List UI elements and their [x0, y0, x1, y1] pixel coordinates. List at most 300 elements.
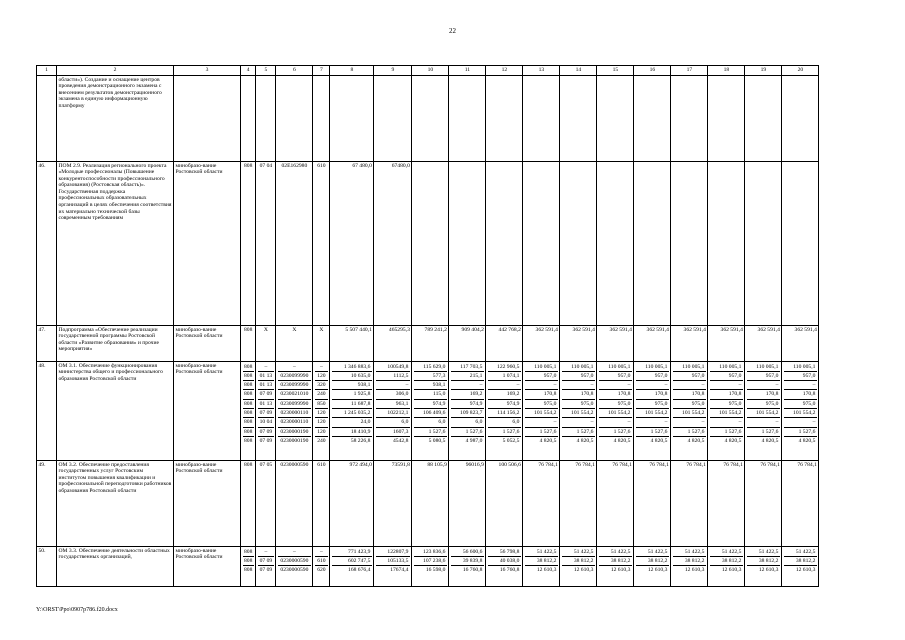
value-line: 38 812,2 [525, 556, 558, 565]
value-line: 808 [244, 363, 253, 370]
value-cell: 362 591,4 [560, 326, 597, 362]
value-line: 808 [244, 567, 253, 574]
value-line: 11 687,8 [332, 399, 372, 408]
value-line: – [784, 380, 817, 389]
value-line: 957,0 [525, 371, 558, 380]
value-cell [276, 76, 313, 162]
value-line: 39 839,8 [451, 556, 484, 565]
value-line: 6,0 [414, 417, 447, 426]
value-cell: 07 05 [256, 461, 276, 547]
value-cell [241, 547, 256, 587]
value-cell [374, 76, 412, 162]
value-line: 6,0 [376, 417, 410, 426]
value-line: 808 [244, 372, 253, 379]
value-cell [276, 362, 313, 461]
value-line: – [747, 380, 780, 389]
executor: минобразо-вание Ростовской области [174, 162, 241, 326]
value-line: – [525, 417, 558, 426]
value-cell [256, 76, 276, 162]
value-line: 957,0 [599, 371, 632, 380]
value-cell: 67 480,0 [330, 162, 374, 326]
value-cell [486, 162, 523, 326]
value-line: 169,2 [451, 389, 484, 398]
value-line: 974,9 [451, 399, 484, 408]
value-line: 120 [315, 408, 328, 417]
value-line: 102212,1 [376, 408, 410, 417]
value-cell [486, 547, 523, 587]
value-line: 170,8 [562, 389, 595, 398]
value-line: 110 005,1 [534, 363, 557, 370]
value-cell [634, 76, 671, 162]
value-line: – [599, 380, 632, 389]
value-line: – [319, 363, 323, 370]
value-line: 4 820,5 [599, 436, 632, 445]
value-line: 110 005,1 [608, 363, 631, 370]
value-line: 938,1 [332, 380, 372, 389]
value-line: 170,8 [673, 389, 706, 398]
value-cell [449, 547, 486, 587]
value-cell: Х [313, 326, 330, 362]
value-cell [671, 362, 708, 461]
value-cell: 76 784,1 [671, 461, 708, 547]
value-cell: 610 [313, 162, 330, 326]
value-line: – [747, 417, 780, 426]
value-cell: 362 591,4 [745, 326, 782, 362]
value-line: 240 [315, 389, 328, 398]
value-cell [560, 76, 597, 162]
value-cell: 442 768,2 [486, 326, 523, 362]
value-line: 1112,5 [376, 371, 410, 380]
value-line: 602 747,5 [332, 556, 372, 565]
value-line: 38 812,2 [599, 556, 632, 565]
value-cell: 100 506,6 [486, 461, 523, 547]
value-line: 12 610,3 [673, 565, 706, 574]
value-line: 12 610,3 [525, 565, 558, 574]
value-line: – [710, 380, 743, 389]
value-line: 105133,5 [376, 556, 410, 565]
file-path-footer: Y:\ORST\Ppo\0907p786.f20.docx [36, 607, 118, 613]
value-line: 100549,8 [387, 363, 409, 370]
value-line: 1 925,8 [332, 389, 372, 398]
value-line: 215,1 [451, 371, 484, 380]
value-cell: 909 404,2 [449, 326, 486, 362]
value-cell [486, 362, 523, 461]
value-line: 974,9 [414, 399, 447, 408]
value-line: 975,0 [710, 399, 743, 408]
measure-name: ОМ 3.3. Обеспечение деятельности областных государственных организаций, [57, 547, 174, 587]
value-line: 975,0 [673, 399, 706, 408]
value-line: 1 346 883,6 [343, 363, 371, 370]
value-cell [374, 547, 412, 587]
value-cell: 610 [313, 461, 330, 547]
value-line: 107 238,6 [414, 556, 447, 565]
column-number: 4 [241, 66, 256, 76]
value-cell [745, 76, 782, 162]
value-cell: 02Е162980 [276, 162, 313, 326]
value-cell [523, 76, 560, 162]
value-cell [256, 547, 276, 587]
value-cell: 76 784,1 [523, 461, 560, 547]
value-line: 01 13 [259, 382, 273, 389]
value-line: 808 [244, 419, 253, 426]
value-line: 56 798,8 [499, 548, 520, 555]
executor: минобразо-вание Ростовской области [174, 547, 241, 587]
value-line: – [292, 363, 296, 370]
value-line: 320 [315, 380, 328, 389]
value-cell [560, 362, 597, 461]
value-cell: 972 494,0 [330, 461, 374, 547]
value-cell [374, 362, 412, 461]
value-line: 1 527,6 [488, 427, 521, 436]
value-cell: Х [276, 326, 313, 362]
value-line: 1 527,6 [673, 427, 706, 436]
column-number: 9 [374, 66, 412, 76]
value-cell [745, 362, 782, 461]
value-line: – [562, 380, 595, 389]
value-cell [782, 162, 819, 326]
value-line: 1 527,6 [784, 427, 817, 436]
value-cell: 88 105,9 [412, 461, 449, 547]
value-line: 170,8 [525, 389, 558, 398]
value-cell [523, 547, 560, 587]
value-line: 963,1 [376, 399, 410, 408]
value-line: 110 005,1 [682, 363, 705, 370]
value-line: 24,0 [332, 417, 372, 426]
value-cell [782, 547, 819, 587]
row-number: 49. [37, 461, 57, 547]
value-line: 10 635,0 [332, 371, 372, 380]
value-line: 974,9 [488, 399, 521, 408]
value-cell [412, 547, 449, 587]
value-cell [708, 76, 745, 162]
value-line: – [488, 380, 521, 389]
value-line: 957,0 [673, 371, 706, 380]
value-line: – [673, 380, 706, 389]
value-cell: 67480,0 [374, 162, 412, 326]
value-cell [449, 362, 486, 461]
executor: минобразо-вание Ростовской области [174, 362, 241, 461]
value-line: 5 080,5 [414, 436, 447, 445]
column-number-row [37, 66, 819, 76]
value-line: 1 074,1 [488, 371, 521, 380]
value-line: 808 [244, 391, 253, 398]
value-cell [671, 162, 708, 326]
value-line: 114 156,2 [488, 408, 521, 417]
value-line: 101 554,2 [710, 408, 743, 417]
value-line: 975,0 [599, 399, 632, 408]
value-line: 0230021010 [278, 389, 311, 398]
value-cell: 96016,9 [449, 461, 486, 547]
value-line: 610 [315, 556, 328, 565]
value-line: 40 038,0 [488, 556, 521, 565]
value-line: 170,8 [599, 389, 632, 398]
value-line: 120 [315, 371, 328, 380]
value-line: 170,8 [784, 389, 817, 398]
value-cell [745, 162, 782, 326]
value-line: 170,8 [710, 389, 743, 398]
value-line: 07 09 [259, 409, 273, 416]
value-line: 0230000190 [278, 436, 311, 445]
value-cell: 808 [241, 162, 256, 326]
value-line: 808 [244, 557, 253, 564]
value-line: – [636, 417, 669, 426]
value-cell [412, 76, 449, 162]
value-line: 51 422,5 [758, 548, 779, 555]
column-number: 3 [174, 66, 241, 76]
value-cell [523, 362, 560, 461]
value-line: 12 610,3 [599, 565, 632, 574]
column-number: 11 [449, 66, 486, 76]
value-line: 16 598,0 [414, 565, 447, 574]
executor [174, 76, 241, 162]
column-number: 10 [412, 66, 449, 76]
value-line: 170,8 [636, 389, 669, 398]
value-line: 577,3 [414, 371, 447, 380]
value-line: 975,0 [747, 399, 780, 408]
value-line: 6,0 [488, 417, 521, 426]
value-cell [241, 76, 256, 162]
value-line: 122807,9 [387, 548, 409, 555]
value-line: 4 987,0 [451, 436, 484, 445]
value-cell [313, 76, 330, 162]
value-line: 51 422,5 [536, 548, 557, 555]
measure-name: области»). Создание и оснащение центров проведения демонстрационного экзамена с внесением результатов демонстрационного экзамена в единую информационную платформу [57, 76, 174, 162]
value-line: 51 422,5 [647, 548, 668, 555]
table-row [37, 547, 819, 587]
value-cell: 5 507 440,1 [330, 326, 374, 362]
value-line: 0230000190 [278, 427, 311, 436]
value-line: 38 812,2 [562, 556, 595, 565]
value-line: 808 [244, 548, 253, 555]
value-line: 1 527,6 [414, 427, 447, 436]
value-line: 38 812,2 [673, 556, 706, 565]
value-cell [634, 547, 671, 587]
column-number: 17 [671, 66, 708, 76]
table-row [37, 162, 819, 326]
row-number: 50. [37, 547, 57, 587]
value-cell [597, 362, 634, 461]
value-line: 12 610,3 [636, 565, 669, 574]
value-cell: 808 [241, 326, 256, 362]
value-line: 1 527,6 [747, 427, 780, 436]
value-line: 0230099990 [278, 380, 311, 389]
value-line: 101 554,2 [636, 408, 669, 417]
value-line: 106 409,6 [414, 408, 447, 417]
value-cell: 362 591,4 [782, 326, 819, 362]
value-line: 1 527,6 [451, 427, 484, 436]
value-line: 1 527,6 [525, 427, 558, 436]
value-cell [597, 162, 634, 326]
row-number: 48. [37, 362, 57, 461]
value-line: 170,8 [747, 389, 780, 398]
value-line: 957,0 [562, 371, 595, 380]
value-line: 957,0 [710, 371, 743, 380]
value-cell [782, 362, 819, 461]
value-line: 16 760,8 [488, 565, 521, 574]
row-number [37, 76, 57, 162]
measure-name: Подпрограмма «Обеспечение реализации государственной программы Ростовской области «Развитие образования» и прочие мероприятия» [57, 326, 174, 362]
value-line: 1 527,6 [599, 427, 632, 436]
value-cell [560, 547, 597, 587]
value-cell [313, 547, 330, 587]
value-cell [256, 362, 276, 461]
value-cell: 362 591,4 [634, 326, 671, 362]
value-line: 120 [315, 427, 328, 436]
value-line: 620 [315, 565, 328, 574]
value-line: 4 820,5 [710, 436, 743, 445]
value-line: 4 820,5 [525, 436, 558, 445]
value-line: 850 [315, 399, 328, 408]
table-row [37, 461, 819, 547]
column-number: 13 [523, 66, 560, 76]
value-cell: 76 784,1 [708, 461, 745, 547]
value-line: 16 760,8 [451, 565, 484, 574]
value-line: 07 09 [259, 437, 273, 444]
value-line: 110 005,1 [756, 363, 779, 370]
value-line: 07 09 [259, 557, 273, 564]
value-line: 169,2 [488, 389, 521, 398]
value-line: 109 823,7 [451, 408, 484, 417]
value-line: 01 13 [259, 400, 273, 407]
value-cell: 73591,8 [374, 461, 412, 547]
value-line: – [319, 548, 323, 555]
value-cell [241, 362, 256, 461]
value-cell [671, 547, 708, 587]
value-line: 957,0 [747, 371, 780, 380]
value-cell [486, 76, 523, 162]
column-number: 19 [745, 66, 782, 76]
value-cell [560, 162, 597, 326]
value-line: 58 226,8 [332, 436, 372, 445]
value-cell [523, 162, 560, 326]
value-cell [449, 162, 486, 326]
value-line: – [673, 417, 706, 426]
value-cell [330, 547, 374, 587]
value-line: 110 005,1 [571, 363, 594, 370]
value-line: 51 422,5 [610, 548, 631, 555]
value-line: 51 422,5 [795, 548, 816, 555]
value-cell [708, 547, 745, 587]
value-line: 51 422,5 [684, 548, 705, 555]
value-line: 101 554,2 [784, 408, 817, 417]
value-line: – [264, 548, 268, 555]
value-line: 808 [244, 400, 253, 407]
value-line: 07 09 [259, 428, 273, 435]
row-number: 47. [37, 326, 57, 362]
budget-table [36, 65, 819, 587]
value-line: 0230099990 [278, 371, 311, 380]
value-line: 975,0 [636, 399, 669, 408]
value-line: 120 [315, 417, 328, 426]
value-line: 101 554,2 [673, 408, 706, 417]
value-cell [671, 76, 708, 162]
value-line: 117 703,5 [460, 363, 483, 370]
value-line: 12 610,3 [747, 565, 780, 574]
value-cell [597, 76, 634, 162]
value-cell [597, 547, 634, 587]
value-cell: 362 591,4 [708, 326, 745, 362]
value-cell [276, 547, 313, 587]
column-number: 7 [313, 66, 330, 76]
value-line: 101 554,2 [747, 408, 780, 417]
value-cell: 76 784,1 [634, 461, 671, 547]
value-line: 12 610,3 [562, 565, 595, 574]
value-cell: 76 784,1 [597, 461, 634, 547]
value-cell [634, 362, 671, 461]
value-line: 110 005,1 [645, 363, 668, 370]
row-number: 46. [37, 162, 57, 326]
value-line: 808 [244, 409, 253, 416]
value-line: 4 820,5 [636, 436, 669, 445]
value-line: 808 [244, 382, 253, 389]
value-line: 5 052,5 [488, 436, 521, 445]
executor: минобразо-вание Ростовской области [174, 461, 241, 547]
measure-name: ОМ 3.1. Обеспечение функционирования министерства общего и профессионального образования Ростовской области [57, 362, 174, 461]
value-line: 938,1 [414, 380, 447, 389]
value-line: – [636, 380, 669, 389]
value-cell [330, 76, 374, 162]
value-cell: 76 784,1 [782, 461, 819, 547]
value-line: 808 [244, 428, 253, 435]
value-cell [634, 162, 671, 326]
value-line: 18 410,9 [332, 427, 372, 436]
value-line: 4542,8 [376, 436, 410, 445]
value-cell [708, 362, 745, 461]
value-line: 957,0 [636, 371, 669, 380]
value-line: 115 629,0 [423, 363, 446, 370]
column-number: 5 [256, 66, 276, 76]
value-line: 808 [244, 437, 253, 444]
value-line: – [292, 548, 296, 555]
value-line: 1 527,6 [636, 427, 669, 436]
value-cell: 76 784,1 [745, 461, 782, 547]
value-cell: 07 04 [256, 162, 276, 326]
value-cell [449, 76, 486, 162]
value-cell [708, 162, 745, 326]
value-cell: 465295,3 [374, 326, 412, 362]
value-cell: 362 591,4 [597, 326, 634, 362]
value-cell [313, 362, 330, 461]
column-number: 15 [597, 66, 634, 76]
value-cell: 76 784,1 [560, 461, 597, 547]
value-line: 771 423,9 [348, 548, 371, 555]
column-number: 16 [634, 66, 671, 76]
value-line: 168 676,4 [332, 565, 372, 574]
value-line: – [264, 363, 268, 370]
value-line: – [599, 417, 632, 426]
value-cell [782, 76, 819, 162]
value-line: 56 600,6 [462, 548, 483, 555]
value-line: 101 554,2 [525, 408, 558, 417]
value-line: 38 812,2 [784, 556, 817, 565]
column-number: 6 [276, 66, 313, 76]
table-row [37, 76, 819, 162]
value-line: – [376, 380, 410, 389]
value-line: 12 610,3 [710, 565, 743, 574]
value-line: – [451, 380, 484, 389]
value-line: – [525, 380, 558, 389]
column-number: 1 [37, 66, 57, 76]
value-line: 01 13 [259, 372, 273, 379]
table-row [37, 326, 819, 362]
value-line: 38 812,2 [710, 556, 743, 565]
value-line: 1607,3 [376, 427, 410, 436]
page-number: 22 [449, 27, 456, 35]
value-line: 4 820,5 [562, 436, 595, 445]
column-number: 14 [560, 66, 597, 76]
value-line: 4 820,5 [673, 436, 706, 445]
value-line: 240 [315, 436, 328, 445]
